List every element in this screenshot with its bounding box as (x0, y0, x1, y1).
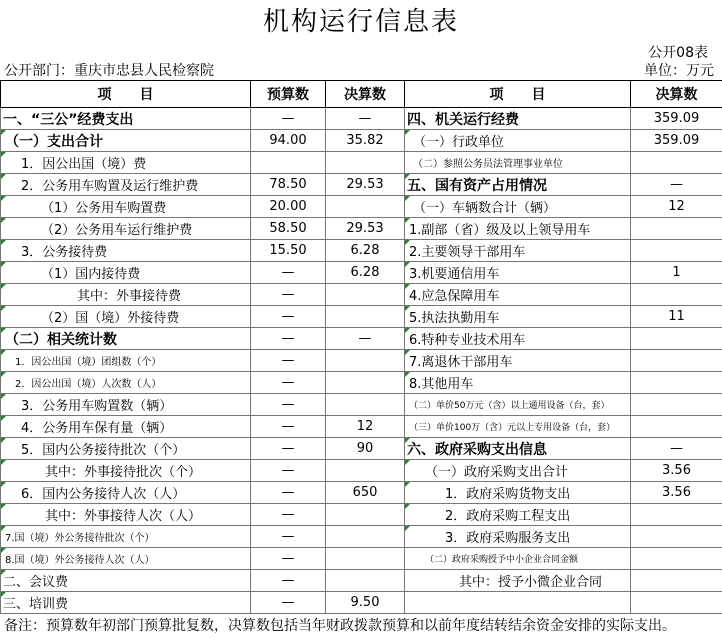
table-row (1, 416, 722, 438)
row-item-right-label (405, 592, 631, 614)
row-item-right-label: （一）车辆数合计（辆） (405, 196, 631, 218)
row-final-right-value (631, 592, 722, 614)
unit-label: 单位：万元 (644, 63, 714, 79)
row-final-value (326, 372, 405, 394)
row-final-value: 90 (326, 438, 405, 460)
row-final-value: 12 (326, 416, 405, 438)
row-item-right-label: 1．政府采购货物支出 (405, 482, 631, 504)
row-item-label: 三、培训费 (1, 592, 251, 614)
row-final-right-value: 1 (631, 262, 722, 284)
table-row (1, 284, 722, 306)
row-item-right-label: 四、机关运行经费 (405, 108, 631, 130)
row-final-value (326, 152, 405, 174)
table-row (1, 174, 722, 196)
table-row (1, 196, 722, 218)
table-row (1, 152, 722, 174)
row-item-right-label: 2.主要领导干部用车 (405, 240, 631, 262)
row-final-right-value (631, 570, 722, 592)
row-final-value: 6.28 (326, 262, 405, 284)
row-final-right-value: 3.56 (631, 460, 722, 482)
row-item-right-label: 6.特种专业技术用车 (405, 328, 631, 350)
row-final-value (326, 548, 405, 570)
table-row (1, 108, 722, 130)
row-final-value: 6.28 (326, 240, 405, 262)
row-final-right-value (631, 350, 722, 372)
row-budget-value: — (251, 328, 326, 350)
row-final-right-value (631, 526, 722, 548)
form-code: 公开08表 (648, 45, 708, 61)
row-item-right-label: 五、国有资产占用情况 (405, 174, 631, 196)
table-row (1, 504, 722, 526)
row-budget-value: — (251, 460, 326, 482)
row-final-value: 29.53 (326, 174, 405, 196)
row-final-value (326, 306, 405, 328)
row-item-right-label: 1.副部（省）级及以上领导用车 (405, 218, 631, 240)
table-row (1, 218, 722, 240)
row-final-value (326, 570, 405, 592)
header-final: 决算数 (326, 81, 405, 108)
table-row (1, 592, 722, 614)
row-item-label: （2）公务用车运行维护费 (1, 218, 251, 240)
department-label: 公开部门：重庆市忠县人民检察院 (4, 63, 214, 79)
table-row (1, 328, 722, 350)
table-row (1, 262, 722, 284)
row-item-label: 其中：外事接待费 (1, 284, 251, 306)
row-budget-value: 15.50 (251, 240, 326, 262)
row-item-label: 2．公务用车购置及运行维护费 (1, 174, 251, 196)
row-final-right-value (631, 328, 722, 350)
row-final-right-value (631, 416, 722, 438)
row-final-value: — (326, 108, 405, 130)
row-final-right-value (631, 218, 722, 240)
row-budget-value: — (251, 394, 326, 416)
row-budget-value: — (251, 284, 326, 306)
table-row (1, 482, 722, 504)
header-item: 项 目 (1, 81, 251, 108)
row-budget-value: — (251, 526, 326, 548)
row-final-value: 29.53 (326, 218, 405, 240)
row-item-label: 1．因公出国（境）费 (1, 152, 251, 174)
row-item-right-label: 六、政府采购支出信息 (405, 438, 631, 460)
table-row (1, 526, 722, 548)
row-budget-value: — (251, 438, 326, 460)
row-item-label: （二）相关统计数 (1, 328, 251, 350)
row-item-right-label: 4.应急保障用车 (405, 284, 631, 306)
row-item-right-label: 其中：授予小微企业合同 (405, 570, 631, 592)
info-table (0, 80, 722, 614)
row-item-right-label: 3.机要通信用车 (405, 262, 631, 284)
row-item-label: 2．因公出国（境）人次数（人） (1, 372, 251, 394)
table-row (1, 372, 722, 394)
row-item-right-label: （三）单价100万（含）元以上专用设备（台，套） (405, 416, 631, 438)
table-row (1, 240, 722, 262)
row-budget-value: — (251, 306, 326, 328)
header-final-right: 决算数 (631, 81, 722, 108)
row-final-value (326, 196, 405, 218)
row-budget-value: — (251, 548, 326, 570)
row-final-right-value: — (631, 174, 722, 196)
row-final-right-value (631, 394, 722, 416)
header-row (1, 81, 722, 108)
row-item-label: 其中：外事接待人次（人） (1, 504, 251, 526)
row-item-right-label: 3．政府采购服务支出 (405, 526, 631, 548)
row-final-value (326, 460, 405, 482)
row-item-label: 8.国（境）外公务接待人次（人） (1, 548, 251, 570)
row-budget-value: — (251, 350, 326, 372)
row-final-value (326, 526, 405, 548)
row-item-label: 其中：外事接待批次（个） (1, 460, 251, 482)
row-final-value (326, 394, 405, 416)
row-item-label: 3．公务用车购置数（辆） (1, 394, 251, 416)
row-item-right-label: （一）政府采购支出合计 (405, 460, 631, 482)
row-budget-value: — (251, 108, 326, 130)
table-row (1, 460, 722, 482)
row-budget-value: — (251, 482, 326, 504)
row-item-right-label: （二）政府采购授予中小企业合同金额 (405, 548, 631, 570)
table-row (1, 438, 722, 460)
row-item-label: 一、“三公”经费支出 (1, 108, 251, 130)
row-item-right-label: （二）参照公务员法管理事业单位 (405, 152, 631, 174)
row-budget-value: 20.00 (251, 196, 326, 218)
row-final-value (326, 350, 405, 372)
row-final-value: 9.50 (326, 592, 405, 614)
row-item-label: （一）支出合计 (1, 130, 251, 152)
row-final-value (326, 284, 405, 306)
table-row (1, 350, 722, 372)
row-item-label: 4．公务用车保有量（辆） (1, 416, 251, 438)
row-budget-value: — (251, 504, 326, 526)
table-title: 机构运行信息表 (262, 7, 459, 37)
row-final-right-value (631, 240, 722, 262)
row-final-right-value (631, 152, 722, 174)
row-item-right-label: 7.离退休干部用车 (405, 350, 631, 372)
row-final-right-value: — (631, 438, 722, 460)
row-final-value (326, 504, 405, 526)
row-item-label: 3．公务接待费 (1, 240, 251, 262)
row-budget-value (251, 152, 326, 174)
row-budget-value: — (251, 570, 326, 592)
header-budget: 预算数 (251, 81, 326, 108)
row-item-label: （1）国内接待费 (1, 262, 251, 284)
row-final-right-value (631, 504, 722, 526)
row-final-value: — (326, 328, 405, 350)
table-row (1, 548, 722, 570)
row-final-value: 35.82 (326, 130, 405, 152)
row-item-label: 6．国内公务接待人次（人） (1, 482, 251, 504)
footnote: 备注：预算数年初部门预算批复数，决算数包括当年财政拨款预算和以前年度结转结余资金安排的实际支出。 (0, 613, 722, 638)
table-row (1, 130, 722, 152)
row-budget-value: 78.50 (251, 174, 326, 196)
row-budget-value: — (251, 416, 326, 438)
table-row (1, 306, 722, 328)
row-item-right-label: 5.执法执勤用车 (405, 306, 631, 328)
row-item-right-label: （一）行政单位 (405, 130, 631, 152)
row-budget-value: — (251, 592, 326, 614)
row-final-right-value: 359.09 (631, 130, 722, 152)
row-final-right-value: 12 (631, 196, 722, 218)
table-row (1, 394, 722, 416)
row-item-right-label: 8.其他用车 (405, 372, 631, 394)
row-item-label: 1．因公出国（境）团组数（个） (1, 350, 251, 372)
row-item-label: （2）国（境）外接待费 (1, 306, 251, 328)
row-final-right-value: 11 (631, 306, 722, 328)
row-budget-value: 94.00 (251, 130, 326, 152)
row-final-right-value: 359.09 (631, 108, 722, 130)
row-budget-value: — (251, 372, 326, 394)
table-row (1, 570, 722, 592)
row-budget-value: 58.50 (251, 218, 326, 240)
row-final-right-value: 3.56 (631, 482, 722, 504)
row-item-label: （1）公务用车购置费 (1, 196, 251, 218)
row-item-label: 7.国（境）外公务接待批次（个） (1, 526, 251, 548)
row-final-right-value (631, 548, 722, 570)
row-item-label: 二、会议费 (1, 570, 251, 592)
header-item-right: 项 目 (405, 81, 631, 108)
row-final-value: 650 (326, 482, 405, 504)
row-final-right-value (631, 372, 722, 394)
row-budget-value: — (251, 262, 326, 284)
row-item-right-label: 2．政府采购工程支出 (405, 504, 631, 526)
row-final-right-value (631, 284, 722, 306)
row-item-label: 5．国内公务接待批次（个） (1, 438, 251, 460)
row-item-right-label: （二）单价50万元（含）以上通用设备（台，套） (405, 394, 631, 416)
